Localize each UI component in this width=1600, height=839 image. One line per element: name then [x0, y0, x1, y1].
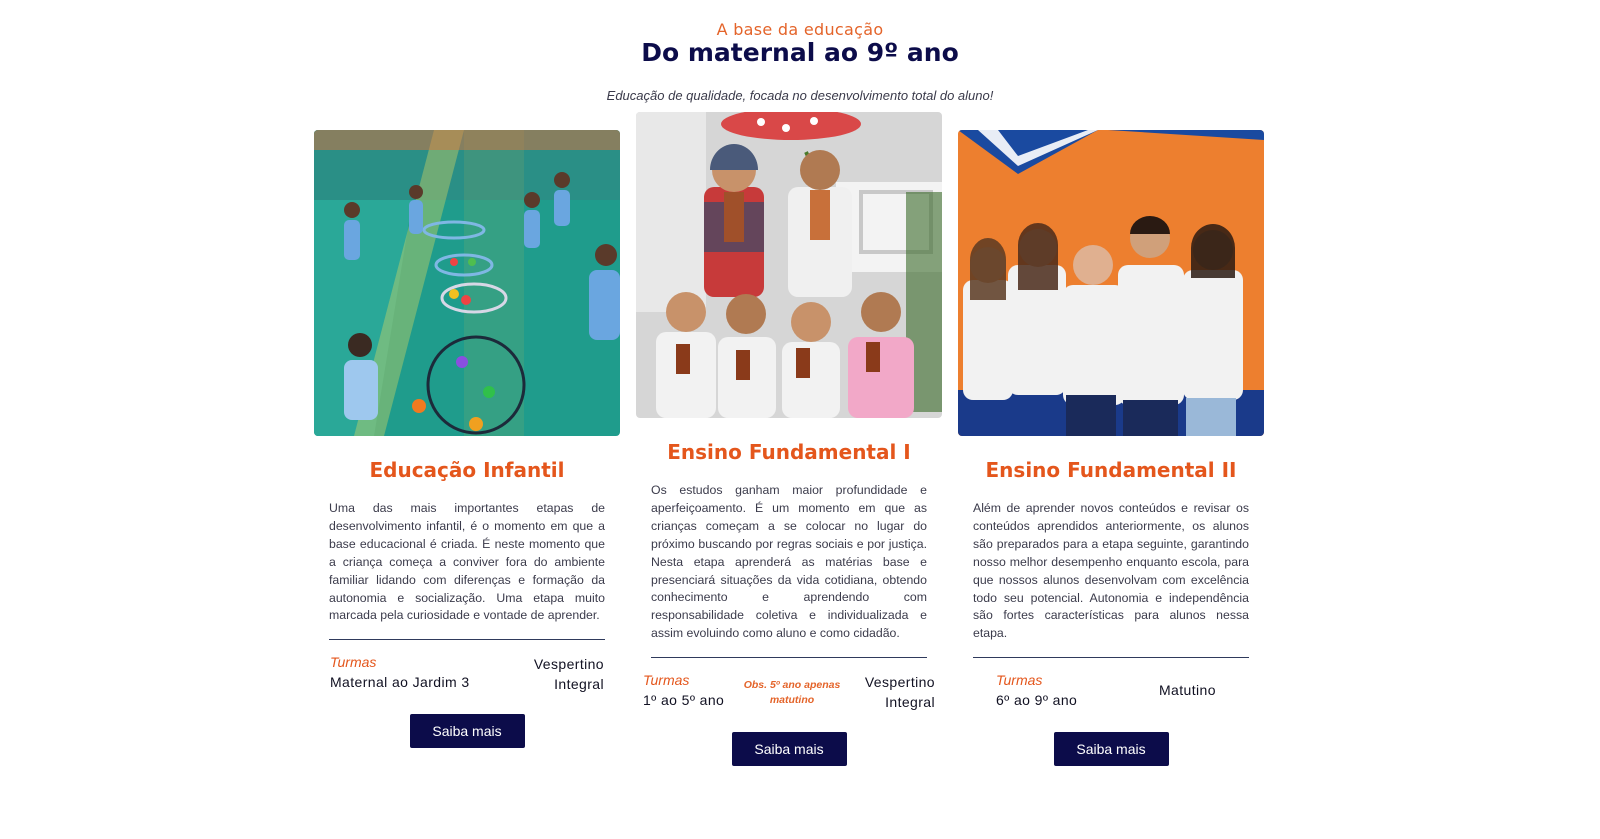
- card-title: Ensino Fundamental II: [985, 458, 1237, 482]
- turmas-range: 1º ao 5º ano: [643, 692, 725, 709]
- turmas-info: [329, 654, 605, 696]
- divider: [973, 657, 1249, 658]
- shift-label: Matutino: [1159, 682, 1216, 699]
- saiba-mais-button[interactable]: Saiba mais: [732, 732, 847, 766]
- turmas-range: 6º ao 9º ano: [996, 692, 1078, 709]
- turmas-label: Turmas: [330, 654, 377, 671]
- obs-note: Obs. 5º ano apenas matutino: [743, 679, 841, 707]
- card-ensino-fundamental-1: [636, 112, 942, 766]
- turmas-label: Turmas: [643, 672, 690, 689]
- card-educacao-infantil: [314, 130, 620, 748]
- section-eyebrow: A base da educação: [716, 20, 884, 39]
- card-description: Além de aprender novos conteúdos e revisar os conteúdos aprendidos anteriormente, os alunos são preparados para a etapa seguinte, garantindo nosso melhor desempenho enquanto escola, para que nossos alunos desenvolvam com excelência todo seu potencial. Autonomia e independência são fortes características para alunos nessa etapa.: [973, 501, 1249, 641]
- students-group-photo: [958, 130, 1264, 436]
- children-playground-photo: [314, 130, 620, 436]
- turmas-label: Turmas: [996, 672, 1043, 689]
- saiba-mais-button[interactable]: Saiba mais: [1054, 732, 1169, 766]
- shift-label: Integral: [885, 694, 935, 711]
- card-ensino-fundamental-2: [958, 130, 1264, 766]
- section-title: Do maternal ao 9º ano: [641, 38, 959, 67]
- photo-ensino-fundamental-2: [958, 130, 1264, 436]
- photo-ensino-fundamental-1: [636, 112, 942, 418]
- shift-label: Integral: [554, 676, 604, 693]
- turmas-range: Maternal ao Jardim 3: [330, 674, 470, 691]
- divider: [329, 639, 605, 640]
- section-subtitle: Educação de qualidade, focada no desenvolvimento total do aluno!: [606, 88, 994, 103]
- saiba-mais-button[interactable]: Saiba mais: [410, 714, 525, 748]
- turmas-shifts: [534, 654, 604, 694]
- card-title: Educação Infantil: [369, 458, 565, 482]
- children-group-photo: [636, 112, 942, 418]
- shift-label: Vespertino: [533, 656, 604, 673]
- card-title: Ensino Fundamental I: [667, 440, 911, 464]
- turmas-shifts: [865, 672, 935, 712]
- photo-educacao-infantil: [314, 130, 620, 436]
- divider: [651, 657, 927, 658]
- shift-label: Vespertino: [864, 674, 935, 691]
- card-description: Uma das mais importantes etapas de desenvolvimento infantil, é o momento em que a base educacional é criada. É neste momento que a criança começa a conviver fora do ambiente familiar lidando com diferenças e formação da autonomia e socialização. Uma etapa muito marcada pela curiosidade e vontade de aprender.: [329, 501, 605, 623]
- turmas-info: [995, 672, 1249, 714]
- turmas-info: [642, 672, 936, 714]
- card-description: Os estudos ganham maior profundidade e aperfeiçoamento. É um momento em que as crianças começam a se colocar no lugar do próximo buscando por regras sociais e por justiça. Nesta etapa aprenderá as matérias base e presenciará situações da vida cotidiana, obtendo conhecimento e aprendendo com responsabilidade coletiva e individualizada e assim evoluindo como aluno e como cidadão.: [651, 483, 927, 641]
